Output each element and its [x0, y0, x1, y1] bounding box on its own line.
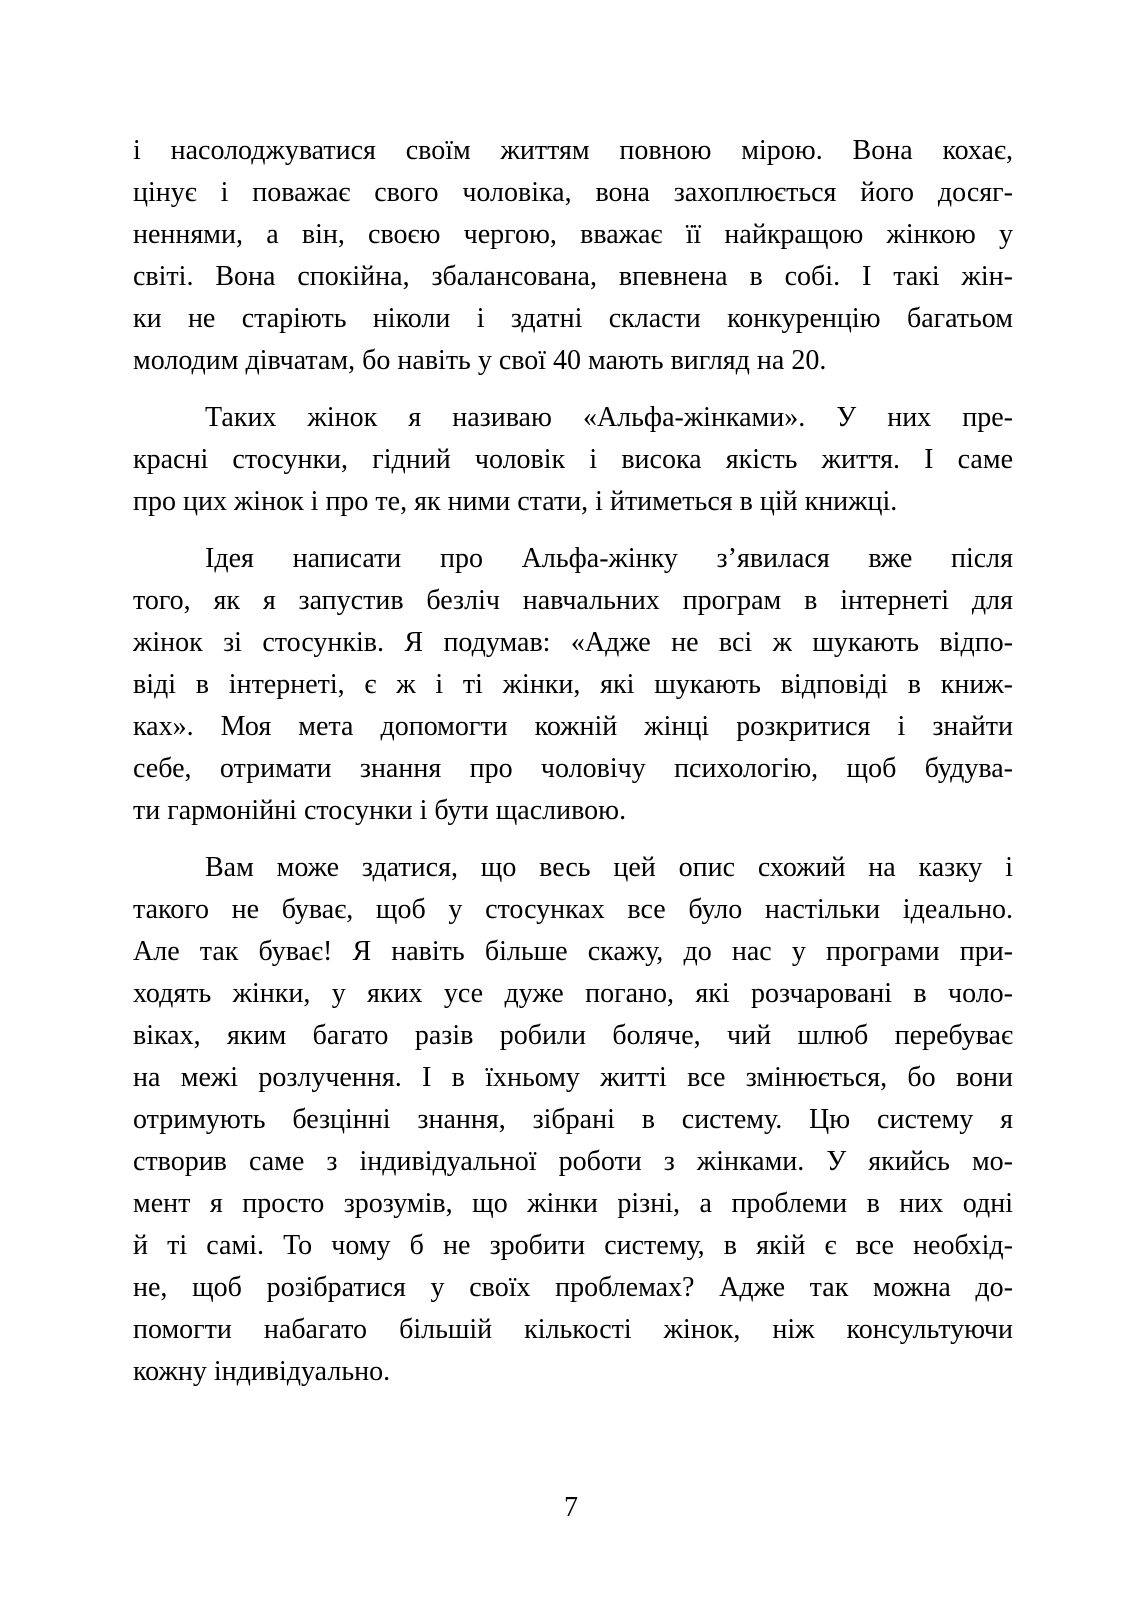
text-line: створив саме з індивідуальної роботи з жінками. У якийсь мо-: [133, 1146, 1013, 1177]
text-line: молодим дівчатам, бо навіть у свої 40 мають вигляд на 20.: [133, 345, 827, 376]
text-line: не, щоб розібратися у своїх проблемах? Адже так можна до-: [133, 1272, 1013, 1303]
text-line: Але так буває! Я навіть більше скажу, до нас у програми при-: [133, 936, 1013, 967]
text-line: кожну індивідуально.: [133, 1356, 391, 1387]
text-line: неннями, а він, своєю чергою, вважає її найкращою жінкою у: [133, 219, 1013, 250]
paragraph: [133, 847, 1013, 1393]
text-line: Вам може здатися, що весь цей опис схожий на казку і: [205, 852, 1013, 883]
text-line: й ті самі. То чому б не зробити систему, в якій є все необхід-: [133, 1230, 1013, 1261]
text-line: отримують безцінні знання, зібрані в систему. Цю систему я: [133, 1104, 1013, 1135]
text-line: на межі розлучення. І в їхньому житті все змінюється, бо вони: [133, 1062, 1013, 1093]
page-number: 7: [564, 1492, 578, 1523]
text-line: Таких жінок я називаю «Альфа-жінками». У них пре-: [205, 402, 1013, 433]
paragraph: [133, 130, 1013, 382]
text-line: про цих жінок і про те, як ними стати, і йтиметься в цій книжці.: [133, 486, 898, 517]
text-line: світі. Вона спокійна, збалансована, впевнена в собі. І такі жін-: [133, 261, 1013, 292]
text-line: жінок зі стосунків. Я подумав: «Адже не всі ж шукають відпо-: [133, 627, 1013, 658]
page-text: [133, 130, 1013, 1408]
text-line: себе, отримати знання про чоловічу психологію, щоб будува-: [133, 753, 1013, 784]
text-line: помогти набагато більшій кількості жінок, ніж консультуючи: [133, 1314, 1013, 1345]
text-line: ки не старіють ніколи і здатні скласти конкуренцію багатьом: [133, 303, 1013, 334]
text-line: віді в інтернеті, є ж і ті жінки, які шукають відповіді в книж-: [133, 669, 1013, 700]
text-line: ходять жінки, у яких усе дуже погано, які розчаровані в чоло-: [133, 978, 1013, 1009]
paragraph: [133, 538, 1013, 832]
text-line: і насолоджуватися своїм життям повною мірою. Вона кохає,: [133, 135, 1013, 166]
text-line: Ідея написати про Альфа-жінку з’явилася вже після: [205, 543, 1013, 574]
text-line: мент я просто зрозумів, що жінки різні, а проблеми в них одні: [133, 1188, 1013, 1219]
text-line: красні стосунки, гідний чоловік і висока якість життя. І саме: [133, 444, 1013, 475]
text-line: ках». Моя мета допомогти кожній жінці розкритися і знайти: [133, 711, 1013, 742]
paragraph: [133, 397, 1013, 523]
text-line: такого не буває, щоб у стосунках все було настільки ідеально.: [133, 894, 1013, 925]
text-line: ти гармонійні стосунки і бути щасливою.: [133, 795, 627, 826]
text-line: того, як я запустив безліч навчальних програм в інтернеті для: [133, 585, 1013, 616]
text-line: віках, яким багато разів робили боляче, чий шлюб перебуває: [133, 1020, 1013, 1051]
text-line: цінує і поважає свого чоловіка, вона захоплюється його досяг-: [133, 177, 1013, 208]
